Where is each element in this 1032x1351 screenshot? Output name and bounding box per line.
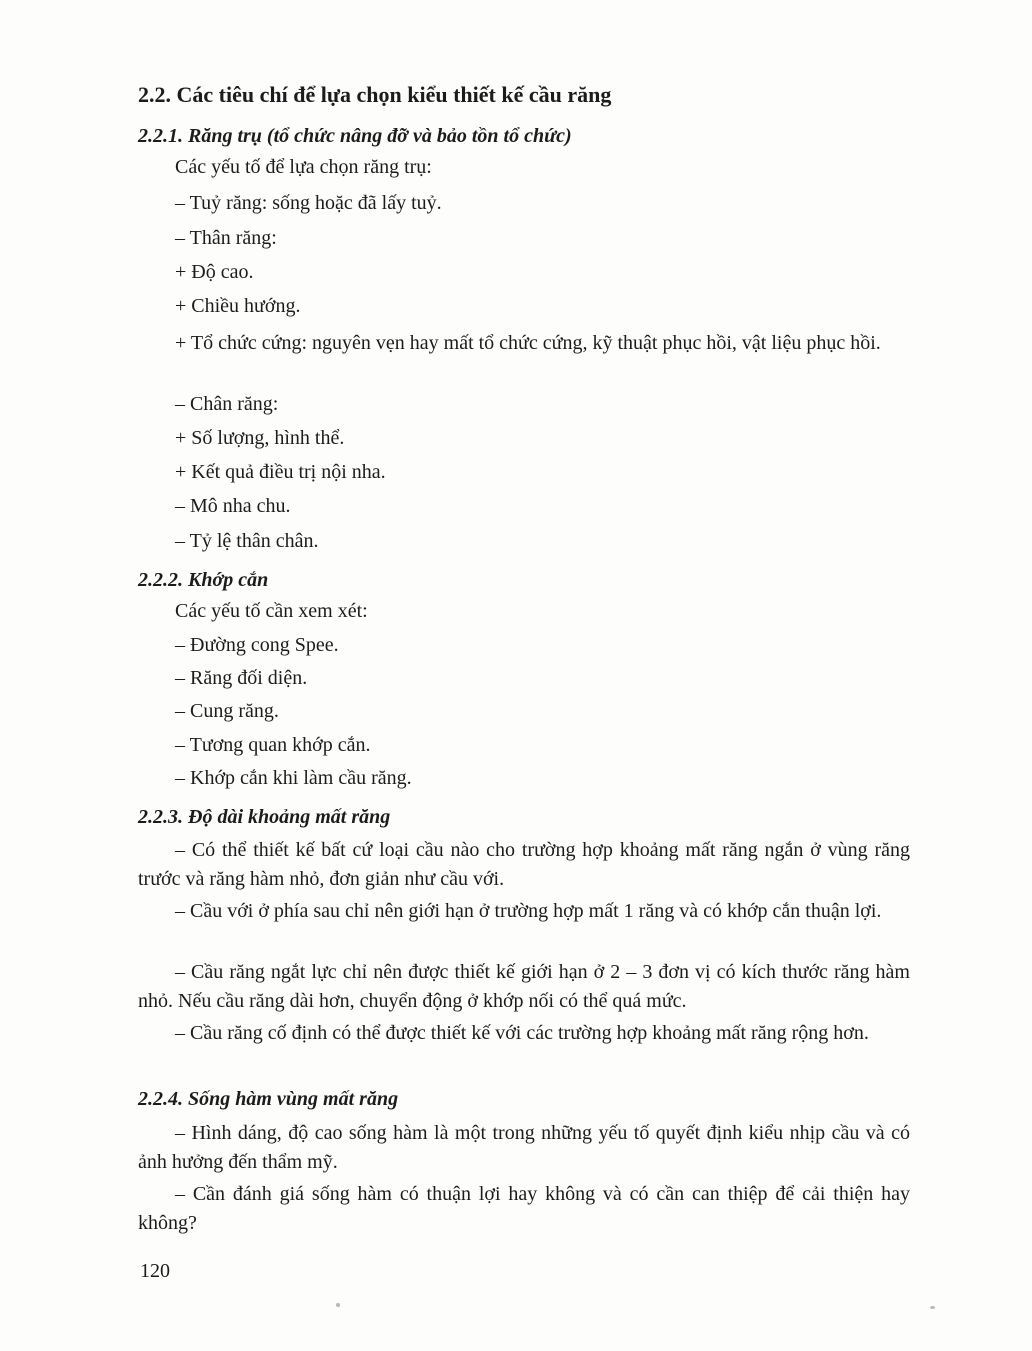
text-line: Các yếu tố để lựa chọn răng trụ: bbox=[175, 156, 432, 178]
text-paragraph: – Cầu răng cố định có thể được thiết kế với các trường hợp khoảng mất răng rộng hơn. bbox=[175, 1022, 869, 1044]
text-line: – Khớp cắn khi làm cầu răng. bbox=[175, 767, 412, 789]
subsection-title-2-2-4: 2.2.4. Sống hàm vùng mất răng bbox=[138, 1088, 399, 1110]
scan-speck bbox=[336, 1303, 340, 1307]
text-line: + Số lượng, hình thể. bbox=[175, 427, 345, 449]
text-line: + Độ cao. bbox=[175, 261, 254, 283]
text-paragraph: – Cần đánh giá sống hàm có thuận lợi hay không và có cần can thiệp để cải thiện hay không? bbox=[138, 1183, 910, 1234]
text-paragraph: + Tổ chức cứng: nguyên vẹn hay mất tổ chức cứng, kỹ thuật phục hồi, vật liệu phục hồi. bbox=[175, 332, 881, 354]
text-line: – Tỷ lệ thân chân. bbox=[175, 530, 319, 552]
scan-speck bbox=[930, 1306, 935, 1309]
text-paragraph: – Có thể thiết kế bất cứ loại cầu nào cho trường hợp khoảng mất răng ngắn ở vùng răng trước và răng hàm nhỏ, đơn giản như cầu với. bbox=[138, 839, 910, 890]
text-line: – Tuỷ răng: sống hoặc đã lấy tuỷ. bbox=[175, 192, 442, 214]
text-paragraph: – Cầu răng ngắt lực chỉ nên được thiết kế giới hạn ở 2 – 3 đơn vị có kích thước răng hàm nhỏ. Nếu cầu răng dài hơn, chuyển động ở khớp nối có thể quá mức. bbox=[138, 961, 910, 1012]
text-line: + Chiều hướng. bbox=[175, 295, 301, 317]
text-line: + Kết quả điều trị nội nha. bbox=[175, 461, 386, 483]
text-line: – Tương quan khớp cắn. bbox=[175, 734, 371, 756]
subsection-title-2-2-1: 2.2.1. Răng trụ (tổ chức nâng đỡ và bảo tồn tổ chức) bbox=[138, 125, 572, 147]
text-line: – Chân răng: bbox=[175, 393, 279, 415]
page-number: 120 bbox=[140, 1260, 170, 1282]
section-heading: 2.2. Các tiêu chí để lựa chọn kiểu thiết kế cầu răng bbox=[138, 82, 612, 107]
text-line: – Đường cong Spee. bbox=[175, 634, 339, 656]
text-line: – Răng đối diện. bbox=[175, 667, 308, 689]
subsection-title-2-2-2: 2.2.2. Khớp cắn bbox=[138, 569, 269, 591]
text-paragraph: – Hình dáng, độ cao sống hàm là một trong những yếu tố quyết định kiểu nhịp cầu và có ảnh hưởng đến thẩm mỹ. bbox=[138, 1122, 910, 1173]
subsection-title-2-2-3: 2.2.3. Độ dài khoảng mất răng bbox=[138, 806, 391, 828]
text-paragraph: – Cầu với ở phía sau chỉ nên giới hạn ở trường hợp mất 1 răng và có khớp cắn thuận lợi. bbox=[175, 900, 882, 922]
text-line: – Cung răng. bbox=[175, 700, 279, 722]
text-line: – Mô nha chu. bbox=[175, 495, 291, 517]
text-line: Các yếu tố cần xem xét: bbox=[175, 600, 368, 622]
text-line: – Thân răng: bbox=[175, 227, 277, 249]
